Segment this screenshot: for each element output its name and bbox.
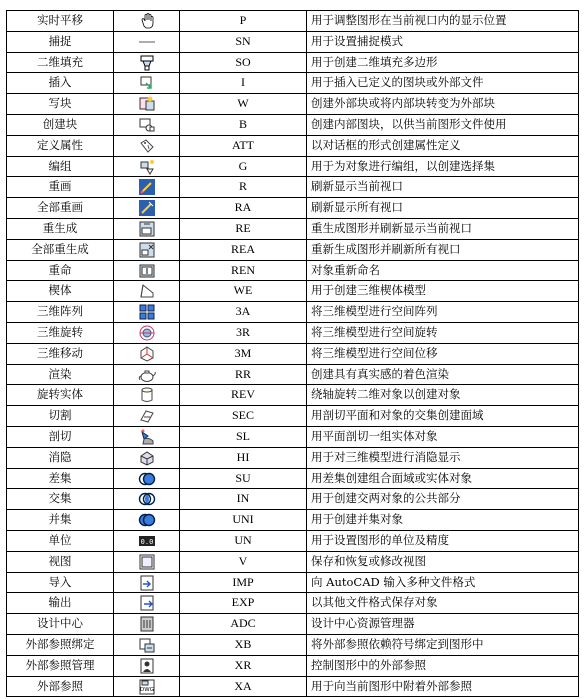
command-name: 旋转实体 bbox=[7, 385, 114, 406]
table-row bbox=[7, 406, 579, 427]
redraw-icon bbox=[138, 178, 156, 196]
command-table bbox=[6, 10, 579, 697]
table-row bbox=[7, 322, 579, 343]
command-name: 消隐 bbox=[7, 447, 114, 468]
command-name: 重生成 bbox=[7, 218, 114, 239]
command-name: 并集 bbox=[7, 510, 114, 531]
union-icon bbox=[138, 511, 156, 529]
command-description: 以对话框的形式创建属性定义 bbox=[307, 135, 579, 156]
command-name: 重画 bbox=[7, 177, 114, 198]
command-description: 将三维模型进行空间旋转 bbox=[307, 322, 579, 343]
table-row bbox=[7, 572, 579, 593]
icon-cell bbox=[114, 593, 180, 614]
icon-cell bbox=[114, 156, 180, 177]
icon-cell bbox=[114, 114, 180, 135]
command-description: 绕轴旋转二维对象以创建对象 bbox=[307, 385, 579, 406]
group-icon bbox=[138, 158, 156, 176]
icon-cell bbox=[114, 322, 180, 343]
command-description: 将三维模型进行空间位移 bbox=[307, 343, 579, 364]
icon-cell bbox=[114, 468, 180, 489]
command-shortcut: REN bbox=[180, 260, 307, 281]
command-name: 视图 bbox=[7, 551, 114, 572]
icon-cell bbox=[114, 135, 180, 156]
command-description: 保存和恢复或修改视图 bbox=[307, 551, 579, 572]
command-description: 用剖切平面和对象的交集创建面域 bbox=[307, 406, 579, 427]
icon-cell bbox=[114, 260, 180, 281]
icon-cell bbox=[114, 94, 180, 115]
icon-cell bbox=[114, 218, 180, 239]
units-icon bbox=[138, 532, 156, 550]
table-row bbox=[7, 135, 579, 156]
command-description: 设计中心资源管理器 bbox=[307, 614, 579, 635]
command-description: 用于设置图形的单位及精度 bbox=[307, 530, 579, 551]
command-description: 将三维模型进行空间阵列 bbox=[307, 302, 579, 323]
command-shortcut: UN bbox=[180, 530, 307, 551]
command-name: 单位 bbox=[7, 530, 114, 551]
svg-text:DWG: DWG bbox=[139, 686, 154, 693]
command-name: 捕捉 bbox=[7, 31, 114, 52]
command-name: 交集 bbox=[7, 489, 114, 510]
command-description: 用于创建交两对象的公共部分 bbox=[307, 489, 579, 510]
redraw-all-icon bbox=[138, 199, 156, 217]
command-shortcut: IMP bbox=[180, 572, 307, 593]
icon-cell bbox=[114, 426, 180, 447]
command-name: 切割 bbox=[7, 406, 114, 427]
command-shortcut: SL bbox=[180, 426, 307, 447]
command-name: 重命 bbox=[7, 260, 114, 281]
hand-pan-icon bbox=[138, 12, 156, 30]
icon-cell bbox=[114, 198, 180, 219]
2d-solid-icon bbox=[138, 54, 156, 72]
command-description: 将外部参照依赖符号绑定到图形中 bbox=[307, 634, 579, 655]
icon-cell bbox=[114, 239, 180, 260]
command-shortcut: ADC bbox=[180, 614, 307, 635]
command-shortcut: XR bbox=[180, 655, 307, 676]
command-description: 向 AutoCAD 输入多种文件格式 bbox=[307, 572, 579, 593]
command-name: 创建块 bbox=[7, 114, 114, 135]
command-description: 重新生成图形并刷新所有视口 bbox=[307, 239, 579, 260]
command-shortcut: 3M bbox=[180, 343, 307, 364]
table-row bbox=[7, 634, 579, 655]
icon-cell bbox=[114, 385, 180, 406]
command-description: 用平面剖切一组实体对象 bbox=[307, 426, 579, 447]
table-row bbox=[7, 177, 579, 198]
command-name: 三维旋转 bbox=[7, 322, 114, 343]
command-description: 用于插入已定义的图块或外部文件 bbox=[307, 73, 579, 94]
command-shortcut: B bbox=[180, 114, 307, 135]
design-center-icon bbox=[138, 615, 156, 633]
command-shortcut: RA bbox=[180, 198, 307, 219]
insert-block-icon bbox=[138, 74, 156, 92]
command-shortcut: REV bbox=[180, 385, 307, 406]
command-name: 外部参照管理 bbox=[7, 655, 114, 676]
render-teapot-icon bbox=[138, 366, 156, 384]
command-description: 用于对三维模型进行消隐显示 bbox=[307, 447, 579, 468]
table-row bbox=[7, 510, 579, 531]
rename-icon bbox=[138, 262, 156, 280]
icon-cell bbox=[114, 634, 180, 655]
table-row bbox=[7, 156, 579, 177]
xbind-icon bbox=[138, 636, 156, 654]
table-row bbox=[7, 114, 579, 135]
command-shortcut: EXP bbox=[180, 593, 307, 614]
icon-cell bbox=[114, 530, 180, 551]
command-shortcut: V bbox=[180, 551, 307, 572]
command-name: 二维填充 bbox=[7, 52, 114, 73]
command-shortcut: SEC bbox=[180, 406, 307, 427]
subtract-icon bbox=[138, 470, 156, 488]
command-shortcut: G bbox=[180, 156, 307, 177]
command-shortcut: R bbox=[180, 177, 307, 198]
table-row bbox=[7, 260, 579, 281]
command-shortcut: RR bbox=[180, 364, 307, 385]
icon-cell bbox=[114, 302, 180, 323]
command-table-body bbox=[7, 11, 579, 697]
command-description: 用于为对象进行编组，以创建选择集 bbox=[307, 156, 579, 177]
svg-text:0.0: 0.0 bbox=[140, 537, 153, 546]
table-row bbox=[7, 343, 579, 364]
table-row bbox=[7, 426, 579, 447]
hide-icon bbox=[138, 449, 156, 467]
command-shortcut: IN bbox=[180, 489, 307, 510]
command-name: 三维移动 bbox=[7, 343, 114, 364]
command-description: 刷新显示当前视口 bbox=[307, 177, 579, 198]
icon-cell bbox=[114, 614, 180, 635]
icon-cell bbox=[114, 343, 180, 364]
command-name: 渲染 bbox=[7, 364, 114, 385]
3d-move-icon bbox=[138, 345, 156, 363]
command-shortcut: XA bbox=[180, 676, 307, 697]
command-description: 用差集创建组合面域或实体对象 bbox=[307, 468, 579, 489]
import-icon bbox=[138, 574, 156, 592]
icon-cell bbox=[114, 572, 180, 593]
command-shortcut: I bbox=[180, 73, 307, 94]
icon-cell bbox=[114, 177, 180, 198]
command-name: 导入 bbox=[7, 572, 114, 593]
command-name: 实时平移 bbox=[7, 11, 114, 32]
command-shortcut: 3R bbox=[180, 322, 307, 343]
table-row bbox=[7, 655, 579, 676]
icon-cell bbox=[114, 489, 180, 510]
table-row bbox=[7, 614, 579, 635]
table-row bbox=[7, 11, 579, 32]
icon-cell bbox=[114, 655, 180, 676]
command-description: 创建外部块或将内部块转变为外部块 bbox=[307, 94, 579, 115]
command-name: 差集 bbox=[7, 468, 114, 489]
xattach-icon bbox=[138, 678, 156, 696]
command-name: 外部参照绑定 bbox=[7, 634, 114, 655]
command-shortcut: RE bbox=[180, 218, 307, 239]
command-shortcut: ATT bbox=[180, 135, 307, 156]
command-name: 写块 bbox=[7, 94, 114, 115]
command-description: 对象重新命名 bbox=[307, 260, 579, 281]
table-row bbox=[7, 593, 579, 614]
create-block-icon bbox=[138, 116, 156, 134]
command-shortcut: SU bbox=[180, 468, 307, 489]
table-row bbox=[7, 364, 579, 385]
icon-cell bbox=[114, 281, 180, 302]
icon-cell bbox=[114, 364, 180, 385]
table-row bbox=[7, 52, 579, 73]
table-row bbox=[7, 489, 579, 510]
dash-line-icon bbox=[138, 33, 156, 51]
view-icon bbox=[138, 553, 156, 571]
command-description: 创建内部图块，以供当前图形文件使用 bbox=[307, 114, 579, 135]
command-shortcut: SO bbox=[180, 52, 307, 73]
command-description: 用于创建三维楔体模型 bbox=[307, 281, 579, 302]
table-row bbox=[7, 31, 579, 52]
command-shortcut: P bbox=[180, 11, 307, 32]
table-row bbox=[7, 94, 579, 115]
command-name: 外部参照 bbox=[7, 676, 114, 697]
table-row bbox=[7, 676, 579, 697]
command-description: 用于创建并集对象 bbox=[307, 510, 579, 531]
command-description: 刷新显示所有视口 bbox=[307, 198, 579, 219]
command-description: 重生成图形并刷新显示当前视口 bbox=[307, 218, 579, 239]
command-name: 全部重画 bbox=[7, 198, 114, 219]
command-shortcut: XB bbox=[180, 634, 307, 655]
command-name: 插入 bbox=[7, 73, 114, 94]
command-shortcut: UNI bbox=[180, 510, 307, 531]
table-row bbox=[7, 385, 579, 406]
table-row bbox=[7, 468, 579, 489]
command-description: 控制图形中的外部参照 bbox=[307, 655, 579, 676]
command-description: 创建具有真实感的着色渲染 bbox=[307, 364, 579, 385]
command-name: 设计中心 bbox=[7, 614, 114, 635]
table-row bbox=[7, 530, 579, 551]
icon-cell bbox=[114, 406, 180, 427]
intersect-icon bbox=[138, 490, 156, 508]
table-row bbox=[7, 198, 579, 219]
command-shortcut: SN bbox=[180, 31, 307, 52]
command-shortcut: W bbox=[180, 94, 307, 115]
command-shortcut: HI bbox=[180, 447, 307, 468]
icon-cell bbox=[114, 73, 180, 94]
command-name: 输出 bbox=[7, 593, 114, 614]
command-shortcut: WE bbox=[180, 281, 307, 302]
icon-cell bbox=[114, 676, 180, 697]
write-block-icon bbox=[138, 95, 156, 113]
command-name: 三维阵列 bbox=[7, 302, 114, 323]
icon-cell bbox=[114, 447, 180, 468]
table-row bbox=[7, 239, 579, 260]
command-description: 用于调整图形在当前视口内的显示位置 bbox=[307, 11, 579, 32]
command-name: 定义属性 bbox=[7, 135, 114, 156]
table-row bbox=[7, 73, 579, 94]
command-description: 以其他文件格式保存对象 bbox=[307, 593, 579, 614]
command-name: 楔体 bbox=[7, 281, 114, 302]
xref-manager-icon bbox=[138, 657, 156, 675]
command-name: 全部重生成 bbox=[7, 239, 114, 260]
command-name: 编组 bbox=[7, 156, 114, 177]
section-icon bbox=[138, 407, 156, 425]
command-name: 剖切 bbox=[7, 426, 114, 447]
table-row bbox=[7, 551, 579, 572]
icon-cell bbox=[114, 510, 180, 531]
command-description: 用于设置捕捉模式 bbox=[307, 31, 579, 52]
3d-rotate-icon bbox=[138, 324, 156, 342]
icon-cell bbox=[114, 551, 180, 572]
attribute-tag-icon bbox=[138, 137, 156, 155]
table-row bbox=[7, 447, 579, 468]
regen-icon bbox=[138, 220, 156, 238]
table-row bbox=[7, 302, 579, 323]
icon-cell bbox=[114, 11, 180, 32]
revolve-icon bbox=[138, 386, 156, 404]
command-description: 用于创建二维填充多边形 bbox=[307, 52, 579, 73]
icon-cell bbox=[114, 31, 180, 52]
wedge-icon bbox=[138, 282, 156, 300]
table-row bbox=[7, 281, 579, 302]
slice-icon bbox=[138, 428, 156, 446]
table-row bbox=[7, 218, 579, 239]
command-shortcut: REA bbox=[180, 239, 307, 260]
3d-array-icon bbox=[138, 303, 156, 321]
command-shortcut: 3A bbox=[180, 302, 307, 323]
icon-cell bbox=[114, 52, 180, 73]
command-description: 用于向当前图形中附着外部参照 bbox=[307, 676, 579, 697]
regen-all-icon bbox=[138, 241, 156, 259]
export-icon bbox=[138, 594, 156, 612]
